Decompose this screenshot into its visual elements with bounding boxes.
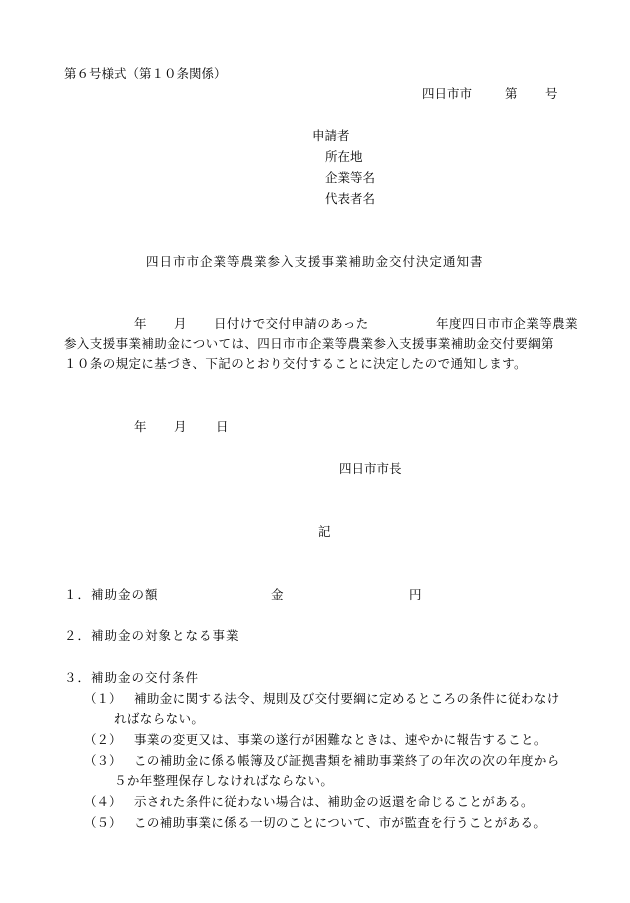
applicant-company-label: 企業等名 [325,170,376,185]
body-line2: 参入支援事業補助金については、四日市市企業等農業参入支援事業補助金交付要綱第 [64,336,554,351]
item1-kin: 金 [271,587,284,602]
form-number-label: 第６号様式（第１０条関係） [64,66,227,81]
doc-number-dai: 第 [505,86,518,101]
item3-label: ３．補助金の交付条件 [64,670,200,685]
applicant-address-label: 所在地 [325,149,363,164]
date-tsuki: 月 [174,419,187,434]
condition-4-line1: 示された条件に従わない場合は、補助金の返還を命じることがある。 [134,794,534,809]
condition-1-line2: ればならない。 [114,711,205,726]
body-tsuki: 月 [174,316,187,331]
condition-3-line2: ５か年整理保存しなければならない。 [114,773,334,788]
body-line1-end: 年度四日市市企業等農業 [436,316,578,331]
doc-number-go: 号 [545,86,558,101]
issuer-label: 四日市市長 [339,461,402,476]
document-title: 四日市市企業等農業参入支援事業補助金交付決定通知書 [146,254,484,269]
body-line3: １０条の規定に基づき、下記のとおり交付することに決定したので通知します。 [64,356,527,371]
condition-3-line1: この補助金に係る帳簿及び証拠書類を補助事業終了の年次の次の年度から [134,753,560,768]
condition-5-line1: この補助事業に係る一切のことについて、市が監査を行うことがある。 [134,815,547,830]
item1-en: 円 [409,587,422,602]
body-line1-mid: 日付けで交付申請のあった [214,316,369,331]
item1-label: １．補助金の額 [64,587,159,602]
item2-label: ２．補助金の対象となる事業 [64,628,240,643]
body-nen: 年 [134,316,147,331]
date-hi: 日 [216,419,229,434]
date-nen: 年 [134,419,147,434]
condition-2-number: （２） [84,732,122,747]
applicant-heading: 申請者 [312,128,350,143]
condition-1-line1: 補助金に関する法令、規則及び交付要綱に定めるところの条件に従わなけ [134,691,560,706]
condition-5-number: （５） [84,815,122,830]
condition-4-number: （４） [84,794,122,809]
condition-3-number: （３） [84,753,122,768]
condition-2-line1: 事業の変更又は、事業の遂行が困難なときは、速やかに報告すること。 [134,732,547,747]
applicant-representative-label: 代表者名 [325,191,376,206]
doc-number-city: 四日市市 [422,86,473,101]
ki-heading: 記 [318,524,331,539]
condition-1-number: （１） [84,691,122,706]
